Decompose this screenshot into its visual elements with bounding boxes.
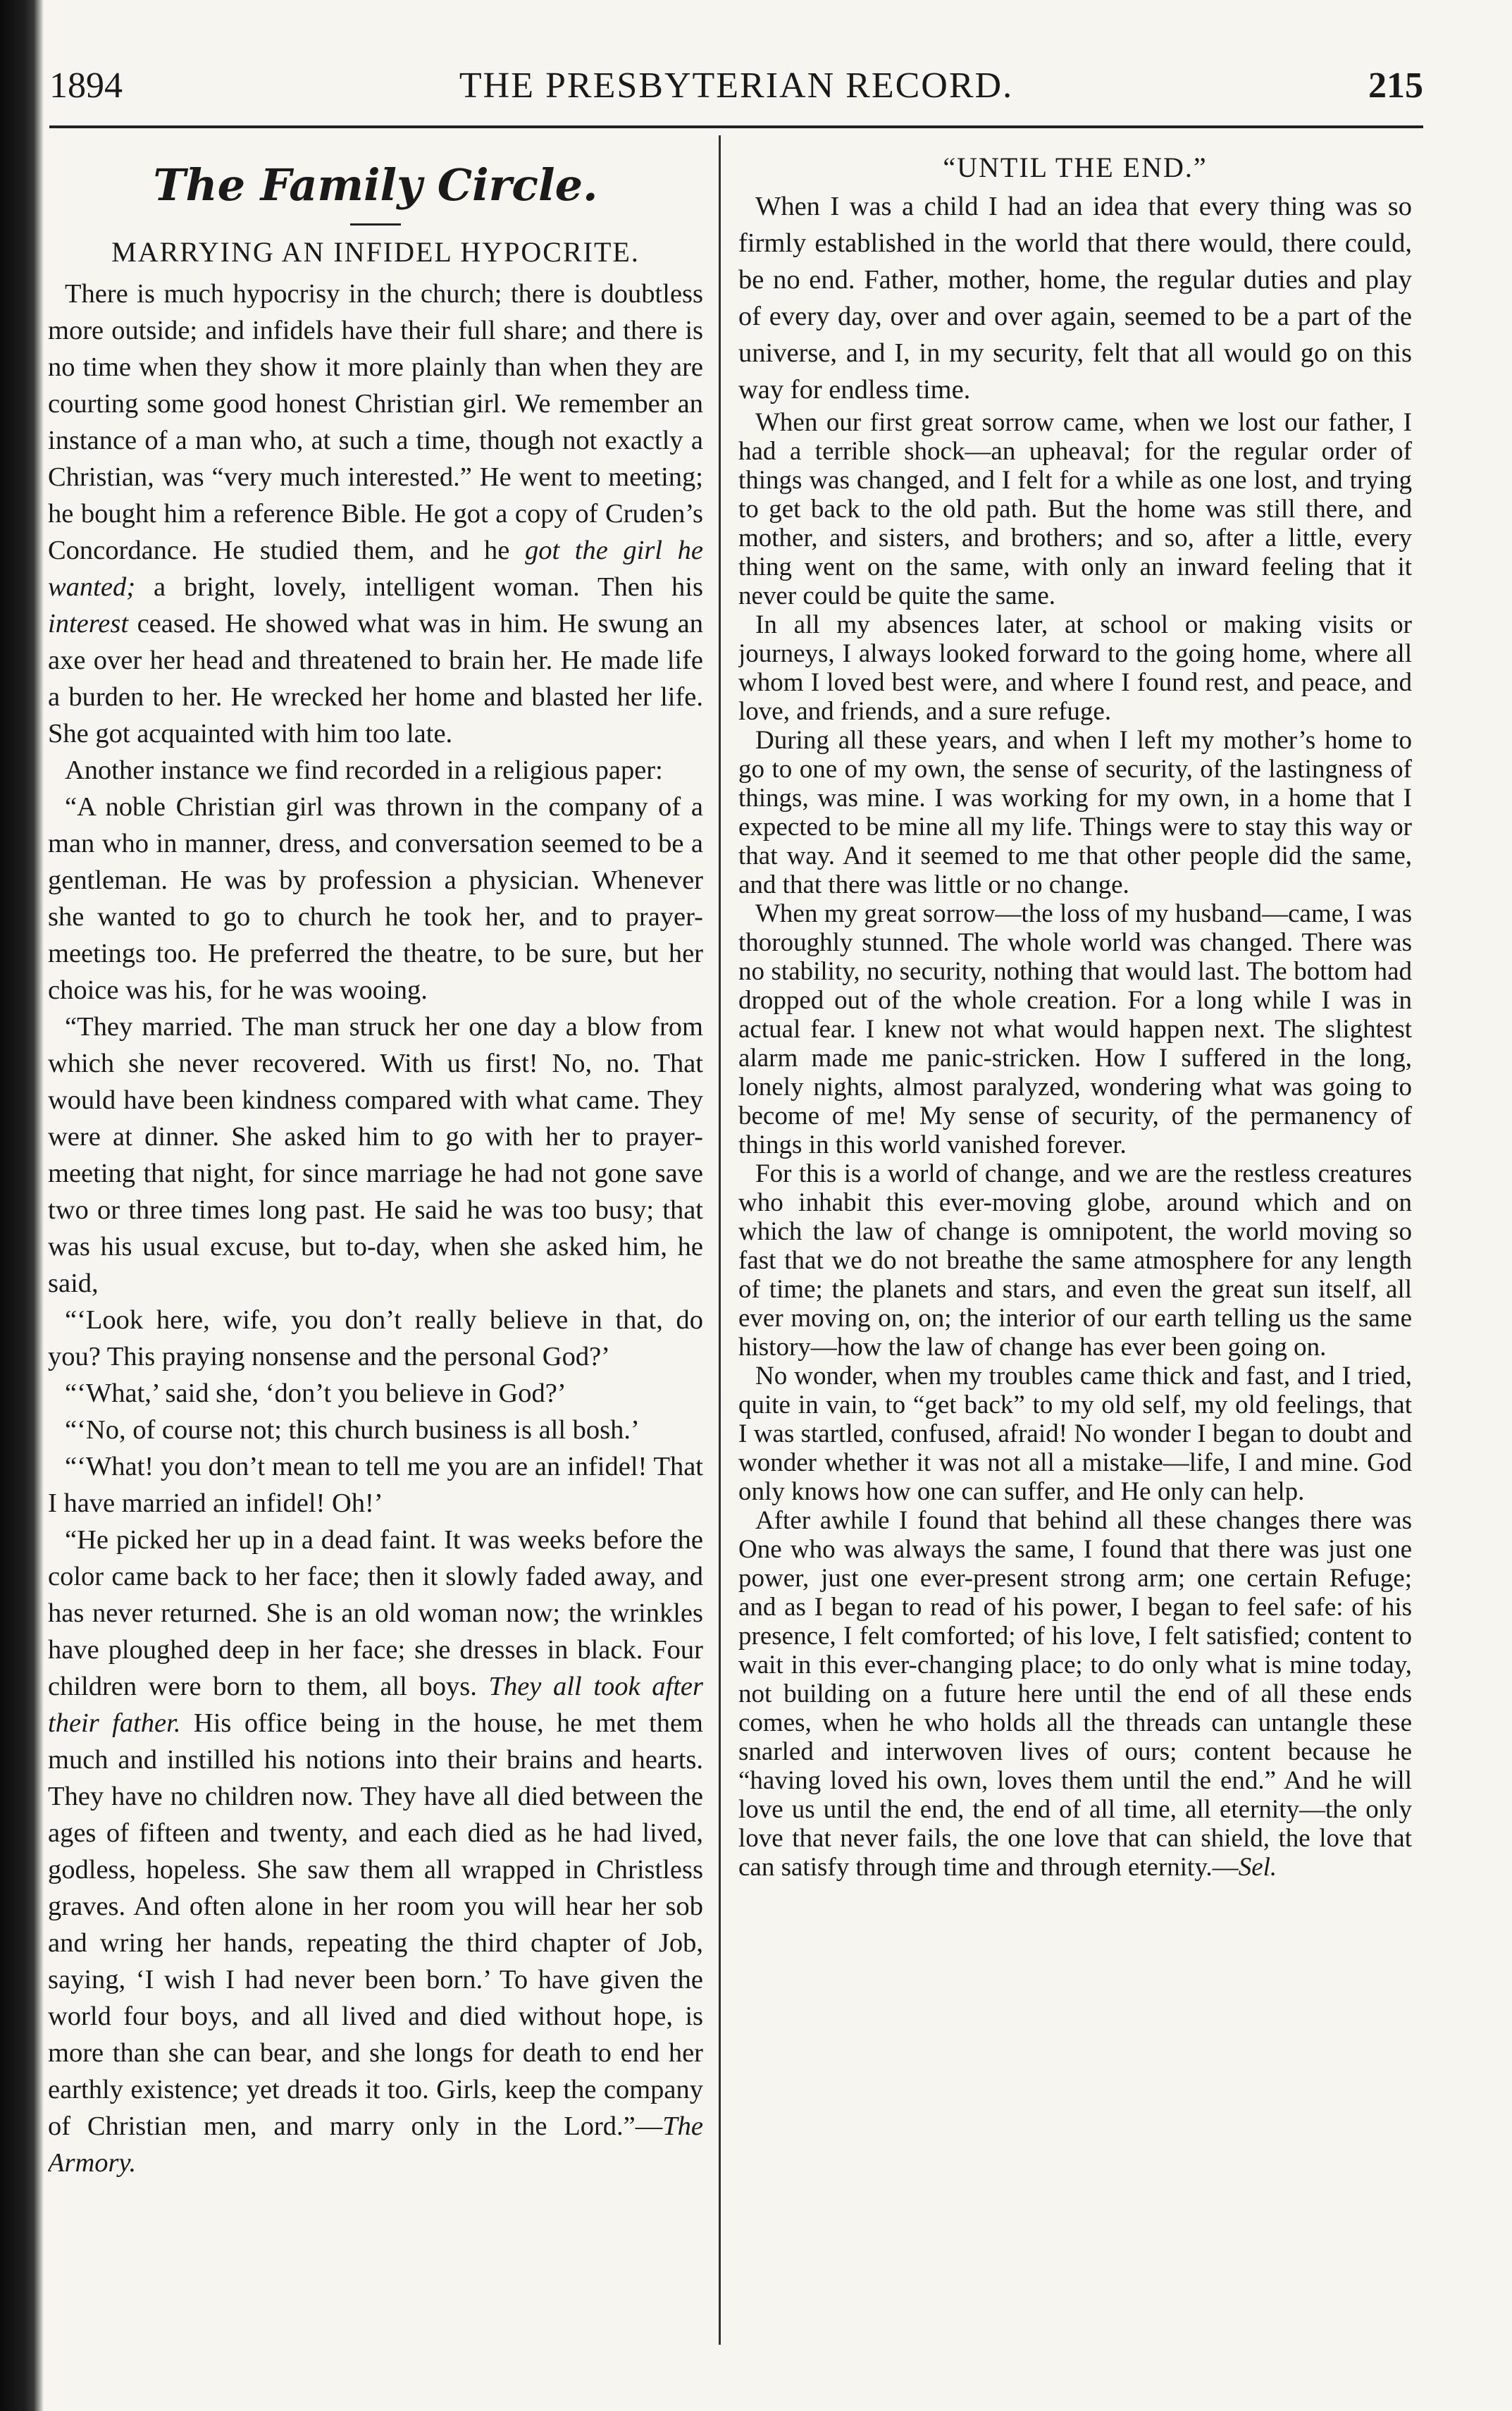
paragraph: There is much hypocrisy in the church; there is doubtless more outside; and infidels have their full share; and there is no time when they show it more plainly than when they are courting some good honest Christian girl. We remember an instance of a man who, at such a time, though not exactly a Christian, was “very much interested.” He went to meeting; he bought him a reference Bible. He got a copy of Cruden’s Concordance. He studied them, and he got the girl he wanted; a bright, lovely, intelligent woman. Then his interest ceased. He showed what was in him. He swung an axe over her head and threatened to brain her. He made life a burden to her. He wrecked her home and blasted her life. She got acquainted with him too late. <box>48 279 703 748</box>
paragraph: When our first great sorrow came, when we lost our father, I had a terrible shock—an upheaval; for the regular order of things was changed, and I felt for a while as one lost, and trying to get back to the old path. But the home was still there, and mother, and sisters, and brothers; and so, after a little, every thing went on the same, with only an inward feeling that it never could be quite the same. <box>738 408 1412 610</box>
section-rule <box>350 223 401 226</box>
paragraph: “A noble Christian girl was thrown in the company of a man who in manner, dress, and conversation seemed to be a gentleman. He was by profession a physician. Whenever she wanted to go to church he took her, and to prayer-meetings too. He preferred the theatre, to be sure, but her choice was his, for he was wooing. <box>48 792 703 1005</box>
header-year: 1894 <box>49 66 123 106</box>
header-page-number: 215 <box>1368 66 1423 106</box>
page-header <box>49 65 1423 114</box>
column-divider <box>719 135 721 2345</box>
paragraph: “‘No, of course not; this church business is all bosh.’ <box>65 1415 640 1445</box>
paragraph: Another instance we find recorded in a religious paper: <box>65 756 663 785</box>
paragraph: “‘What,’ said she, ‘don’t you believe in God?’ <box>65 1379 566 1408</box>
source-attribution: Sel. <box>1238 1853 1277 1882</box>
article-title-left: MARRYING AN INFIDEL HYPOCRITE. <box>111 236 640 268</box>
paragraph: During all these years, and when I left my mother’s home to go to one of my own, the sense of security, of the lastingness of things, was mine. I was working for my own, in a home that I expected to be mine all my life. Things were to stay this way or that way. And it seemed to me that other people did the same, and that there was little or no change. <box>738 726 1412 899</box>
source-attribution: The Armory. <box>48 2111 703 2178</box>
left-column <box>48 141 703 2354</box>
paragraph: For this is a world of change, and we are the restless creatures who inhabit this ever-moving globe, around which and on which the law of change is omnipotent, the world moving so fast that we do not breathe the same atmosphere for any length of time; the planets and stars, and even the great sun itself, all ever moving on, on; the interior of our earth telling us the same history—how the law of change has ever been going on. <box>738 1159 1412 1362</box>
header-title: THE PRESBYTERIAN RECORD. <box>459 66 1014 106</box>
right-column <box>738 141 1412 2354</box>
paragraph: “They married. The man struck her one day a blow from which she never recovered. With us first! No, no. That would have been kindness compared with what came. They were at dinner. She asked him to go with her to prayer-meeting that night, for since marriage he had not gone save two or three times long past. He said he was too busy; that was his usual excuse, but to-day, when she asked him, he said, <box>48 1012 703 1298</box>
paragraph: In all my absences later, at school or making visits or journeys, I always looked forward to the going home, where all whom I loved best were, and where I found rest, and peace, and love, and friends, and a sure refuge. <box>738 610 1412 726</box>
paragraph: “‘Look here, wife, you don’t really believe in that, do you? This praying nonsense and the personal God?’ <box>48 1305 703 1371</box>
paragraph: After awhile I found that behind all these changes there was One who was always the same, I found that there was just one power, just one ever-present strong arm; one certain Refuge; and as I began to read of his power, I began to feel safe: of his presence, I felt comforted; of his love, I felt satisfied; content to wait in this ever-changing place; to do only what is mine today, not building on a future here until the end of all these ends comes, when he who holds all the threads can untangle these snarled and interwoven lives of ours; content because he “having loved his own, loves them until the end.” And he will love us until the end, the end of all time, all eternity—the only love that never fails, the one love that can shield, the love that can satisfy through time and through eternity.—Sel. <box>738 1506 1412 1882</box>
section-heading: The Family Circle. <box>153 159 598 211</box>
paragraph: “He picked her up in a dead faint. It was weeks before the color came back to her face; then it slowly faded away, and has never returned. She is an old woman now; the wrinkles have ploughed deep in her face; she dresses in black. Four children were born to them, all boys. They all took after their father. His office being in the house, he met them much and instilled his notions into their brains and hearts. They have no children now. They have all died between the ages of fifteen and twenty, and each died as he had lived, godless, hopeless. She saw them all wrapped in Christless graves. And often alone in her room you will hear her sob and wring her hands, repeating the third chapter of Job, saying, ‘I wish I had never been born.’ To have given the world four boys, and all lived and died without hope, is more than she can bear, and she longs for death to end her earthly existence; yet dreads it too. Girls, keep the company of Christian men, and marry only in the Lord.”—The Armory. <box>48 1525 703 2178</box>
paragraph: No wonder, when my troubles came thick and fast, and I tried, quite in vain, to “get back” to my old self, my old feelings, that I was startled, confused, afraid! No wonder I began to doubt and wonder whether it was not all a mistake—life, I and mine. God only knows how one can suffer, and He only can help. <box>738 1362 1412 1506</box>
article-title-right: “UNTIL THE END.” <box>943 152 1208 183</box>
paragraph: When I was a child I had an idea that every thing was so firmly established in the world that there would, there could, be no end. Father, mother, home, the regular duties and play of every day, over and over again, seemed to be a part of the universe, and I, in my security, felt that all would go on this way for endless time. <box>738 192 1412 405</box>
paragraph: “‘What! you don’t mean to tell me you are an infidel! That I have married an infidel! Oh!’ <box>48 1452 703 1518</box>
header-rule <box>49 125 1423 128</box>
page-binding-edge <box>0 0 44 2411</box>
paragraph: When my great sorrow—the loss of my husband—came, I was thoroughly stunned. The whole world was changed. There was no stability, no security, nothing that would last. The bottom had dropped out of the whole creation. For a long while I was in actual fear. I knew not what would happen next. The slightest alarm made me panic-stricken. How I suffered in the long, lonely nights, almost paralyzed, wondering what was going to become of me! My sense of security, of the permanency of things in this world vanished forever. <box>738 899 1412 1159</box>
